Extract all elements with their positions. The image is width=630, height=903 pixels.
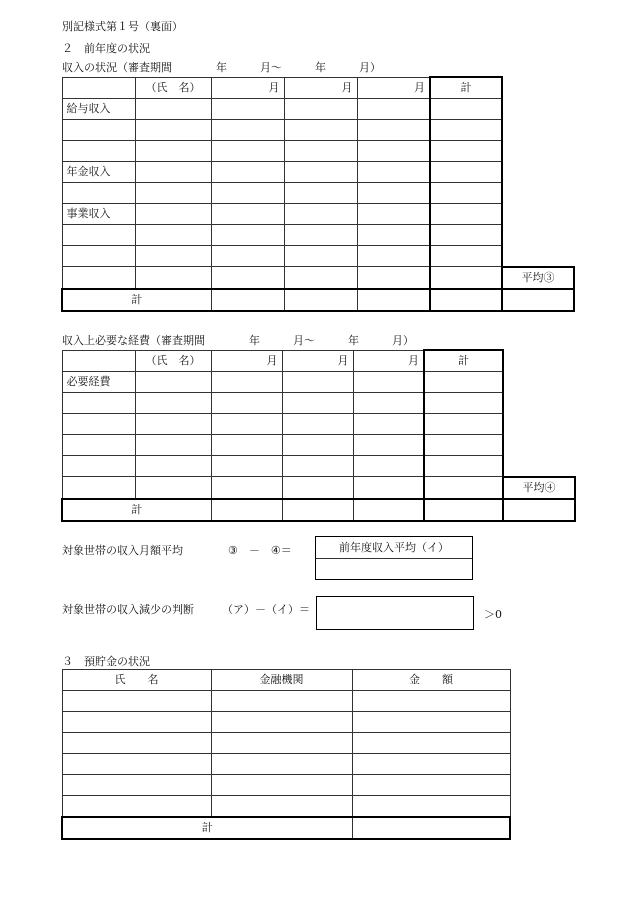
- table-row: [62, 120, 574, 141]
- row-label: [62, 477, 135, 499]
- average3-label: 平均③: [502, 267, 574, 289]
- table-row: [62, 246, 574, 267]
- table-row: [62, 204, 574, 225]
- expense-period-label: 収入上必要な経費（審査期間 年 月～ 年 月）: [62, 334, 414, 347]
- formula-3-minus-4: ③ － ④＝: [228, 544, 292, 557]
- table-row: [62, 183, 574, 204]
- table-row: [62, 372, 575, 393]
- savings-total-label: 計: [62, 817, 352, 839]
- table-row: [62, 225, 574, 246]
- row-label: 給与収入: [62, 99, 135, 120]
- table-row: [62, 267, 574, 289]
- table-row: [62, 733, 510, 754]
- month-header: 月: [282, 350, 353, 372]
- savings-table: [61, 669, 511, 840]
- row-label: [62, 225, 135, 246]
- total-header: 計: [424, 350, 503, 372]
- formula-a-minus-i: （ア）－（イ）＝: [222, 603, 310, 616]
- row-label: [62, 267, 135, 289]
- total-row-label: 計: [62, 289, 211, 311]
- row-label: [62, 120, 135, 141]
- row-label: [62, 183, 135, 204]
- decrease-result-box[interactable]: [316, 596, 474, 630]
- row-label: [62, 456, 135, 477]
- table-row: [62, 414, 575, 435]
- prev-year-box-value[interactable]: [316, 559, 472, 579]
- row-label: [62, 435, 135, 456]
- total-row: [62, 289, 574, 311]
- name-header: （氏 名）: [135, 77, 211, 99]
- savings-total-value[interactable]: [352, 817, 510, 839]
- row-label: [62, 141, 135, 162]
- row-label: [62, 246, 135, 267]
- total-row: [62, 499, 575, 521]
- income-table: [61, 76, 575, 312]
- average4-label: 平均④: [503, 477, 575, 499]
- expense-table: [61, 349, 576, 522]
- row-label: 年金収入: [62, 162, 135, 183]
- month-header: 月: [211, 77, 284, 99]
- month-header: 月: [353, 350, 424, 372]
- month-header: 月: [211, 350, 282, 372]
- greater-than-zero: ＞0: [484, 608, 502, 621]
- form-title: 別記様式第１号（裏面）: [62, 20, 183, 33]
- section3-title: ３ 預貯金の状況: [62, 655, 150, 668]
- col-name-header: 氏 名: [62, 670, 211, 691]
- table-row: [62, 775, 510, 796]
- month-header: 月: [284, 77, 357, 99]
- section2-title: ２ 前年度の状況: [62, 42, 150, 55]
- col-amount-header: 金 額: [352, 670, 510, 691]
- table-row: [62, 754, 510, 775]
- name-header: （氏 名）: [135, 350, 211, 372]
- prev-year-box-label: 前年度収入平均（イ）: [316, 537, 472, 559]
- table-row: [62, 691, 510, 712]
- row-label: 事業収入: [62, 204, 135, 225]
- table-row: [62, 141, 574, 162]
- total-row: [62, 817, 510, 839]
- average4-value[interactable]: [503, 499, 575, 521]
- income-period-label: 収入の状況（審査期間 年 月～ 年 月）: [62, 61, 381, 74]
- table-row: [62, 796, 510, 818]
- table-row: [62, 712, 510, 733]
- total-row-label: 計: [62, 499, 211, 521]
- prev-year-box: [315, 536, 473, 580]
- total-header: 計: [430, 77, 502, 99]
- row-label: [62, 414, 135, 435]
- monthly-avg-label: 対象世帯の収入月額平均: [62, 544, 183, 557]
- row-label: 必要経費: [62, 372, 135, 393]
- table-row: [62, 477, 575, 499]
- table-row: [62, 99, 574, 120]
- table-row: [62, 456, 575, 477]
- table-row: [62, 435, 575, 456]
- table-row: [62, 393, 575, 414]
- table-row: [62, 162, 574, 183]
- col-bank-header: 金融機関: [211, 670, 352, 691]
- decrease-judgment-label: 対象世帯の収入減少の判断: [62, 603, 194, 616]
- average3-value[interactable]: [502, 289, 574, 311]
- month-header: 月: [357, 77, 430, 99]
- row-label: [62, 393, 135, 414]
